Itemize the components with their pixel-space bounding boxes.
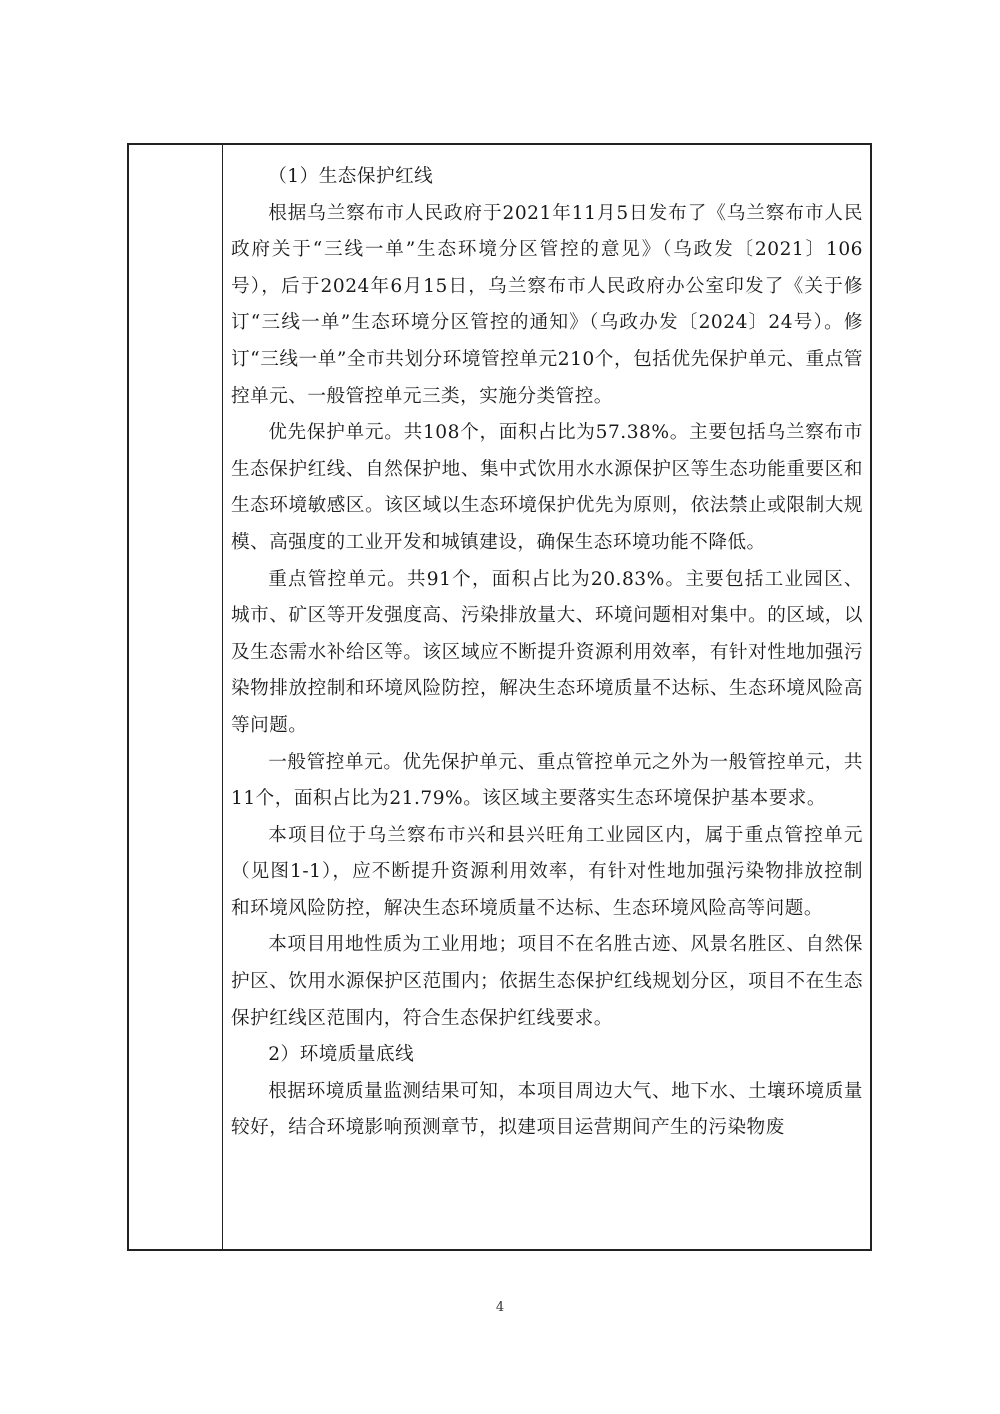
column-divider xyxy=(222,145,223,1249)
paragraph-key-control-unit: 重点管控单元。共91个，面积占比为20.83%。主要包括工业园区、城市、矿区等开发强度高、污染排放量大、环境问题相对集中。的区域，以及生态需水补给区等。该区域应不断提升资源利用效率，有针对性地加强污染物排放控制和环境风险防控，解决生态环境质量不达标、生态环境风险高等问题。 xyxy=(231,568,863,736)
section-heading-environmental-quality: 2）环境质量底线 xyxy=(268,1044,415,1066)
content-cell xyxy=(231,159,863,1147)
section-heading-ecological-red-line: （1）生态保护红线 xyxy=(268,166,434,187)
paragraph-priority-protection-unit: 优先保护单元。共108个，面积占比为57.38%。主要包括乌兰察布市生态保护红线、自然保护地、集中式饮用水水源保护区等生态功能重要区和生态环境敏感区。该区域以生态环境保护优先为原则，依法禁止或限制大规模、高强度的工业开发和城镇建设，确保生态环境功能不降低。 xyxy=(231,422,863,553)
paragraph-background: 根据乌兰察布市人民政府于2021年11月5日发布了《乌兰察布市人民政府关于“三线一单”生态环境分区管控的意见》（乌政发〔2021〕106号），后于2024年6月15日，乌兰察布市人民政府办公室印发了《关于修订“三线一单”生态环境分区管控的通知》（乌政办发〔2024〕24号）。修订“三线一单”全市共划分环境管控单元210个，包括优先保护单元、重点管控单元、一般管控单元三类，实施分类管控。 xyxy=(231,202,863,407)
paragraph-land-use: 本项目用地性质为工业用地；项目不在名胜古迹、风景名胜区、自然保护区、饮用水源保护区范围内；依据生态保护红线规划分区，项目不在生态保护红线区范围内，符合生态保护红线要求。 xyxy=(231,934,863,1029)
paragraph-monitoring-results: 根据环境质量监测结果可知，本项目周边大气、地下水、土壤环境质量较好，结合环境影响预测章节，拟建项目运营期间产生的污染物废 xyxy=(231,1080,863,1139)
paragraph-project-location: 本项目位于乌兰察布市兴和县兴旺角工业园区内，属于重点管控单元（见图1-1），应不断提升资源利用效率，有针对性地加强污染物排放控制和环境风险防控，解决生态环境质量不达标、生态环境风险高等问题。 xyxy=(231,824,863,919)
paragraph-general-control-unit: 一般管控单元。优先保护单元、重点管控单元之外为一般管控单元，共11个，面积占比为21.79%。该区域主要落实生态环境保护基本要求。 xyxy=(231,751,863,810)
page-number: 4 xyxy=(495,1300,505,1315)
table-frame xyxy=(127,143,872,1251)
